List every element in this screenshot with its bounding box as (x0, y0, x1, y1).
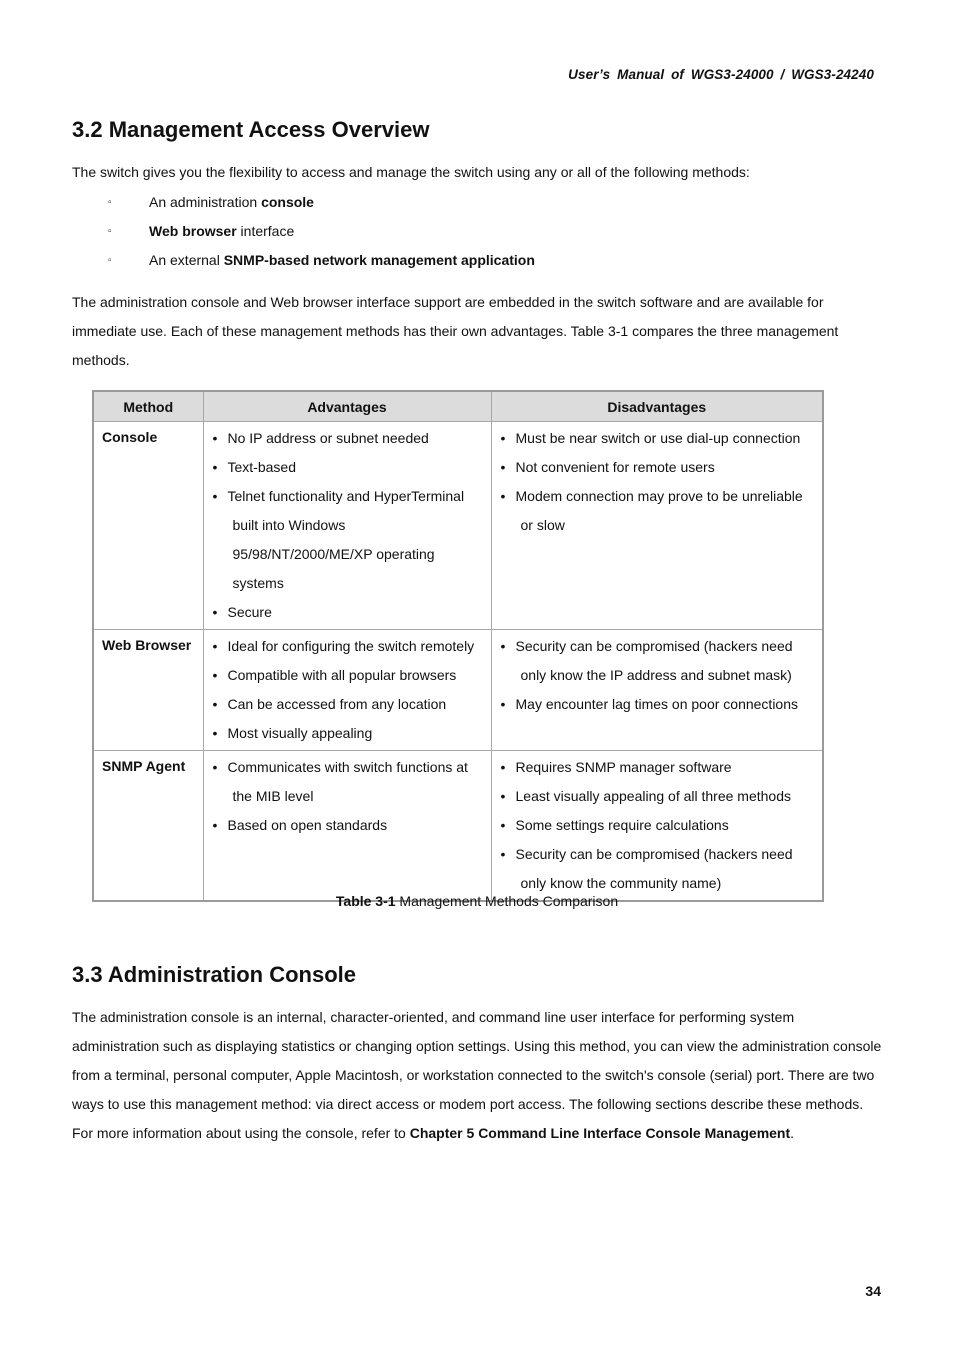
square-bullet-icon: ▫ (108, 255, 112, 266)
page-number: 34 (865, 1283, 881, 1299)
list-item-text: Web browser interface (149, 223, 295, 239)
bullet-continuation (213, 782, 485, 811)
bullet-item (213, 424, 485, 453)
comparison-table (92, 390, 824, 902)
bullet-item (213, 690, 485, 719)
disadvantages-cell (491, 422, 823, 630)
disadvantages-cell (491, 751, 823, 902)
advantages-cell (203, 751, 491, 902)
bullet-item (213, 811, 485, 840)
bullet-dot-icon: • (212, 638, 218, 654)
bullet-dot-icon: • (212, 759, 218, 775)
bullet-item (501, 632, 817, 661)
bullet-text: Communicates with switch functions at (227, 759, 468, 775)
bullet-dot-icon: • (212, 604, 218, 620)
bullet-item (501, 811, 817, 840)
bullet-text: Text-based (227, 459, 296, 475)
bullet-dot-icon: • (500, 846, 506, 862)
bullet-text: 95/98/NT/2000/ME/XP operating (232, 546, 435, 562)
bullet-text: or slow (520, 517, 565, 533)
bullet-dot-icon: • (212, 725, 218, 741)
bullet-dot-icon: • (500, 430, 506, 446)
bullet-text: Not convenient for remote users (515, 459, 715, 475)
section-title-administration-console: 3.3 Administration Console (72, 962, 357, 987)
list-item (108, 188, 535, 217)
bullet-item (213, 482, 485, 511)
bullet-dot-icon: • (500, 696, 506, 712)
table-header-row (93, 391, 823, 422)
bullet-item (213, 632, 485, 661)
bullet-text: May encounter lag times on poor connections (515, 696, 798, 712)
bullet-text: Must be near switch or use dial-up connection (515, 430, 801, 446)
list-item (108, 217, 535, 246)
list-item-text: An administration console (149, 194, 314, 210)
console-paragraph: The administration console is an internal, character-oriented, and command line user interface for performing system administration such as displaying statistics or changing option settings. Using this method, you can view the administration console from a terminal, personal computer, Apple Macintosh, or workstation connected to the switch's console (serial) port. There are two ways to use this management method: via direct access or modem port access. The following sections describe these methods. For more information about using the console, refer to Chapter 5 Command Line Interface Console Management. (72, 1009, 882, 1141)
bullet-text: No IP address or subnet needed (227, 430, 429, 446)
bullet-text: only know the community name) (520, 875, 722, 891)
bullet-text: Based on open standards (227, 817, 388, 833)
bullet-dot-icon: • (500, 459, 506, 475)
section-title-management-access: 3.2 Management Access Overview (72, 117, 430, 142)
bullet-text: Secure (227, 604, 272, 620)
bullet-text: Security can be compromised (hackers need (515, 846, 793, 862)
table-body (93, 422, 823, 902)
bullet-continuation (213, 540, 485, 569)
bullet-text: Compatible with all popular browsers (227, 667, 457, 683)
bullet-item (501, 482, 817, 511)
bullet-item (213, 719, 485, 748)
bullet-text: Most visually appealing (227, 725, 373, 741)
bullet-text: Can be accessed from any location (227, 696, 447, 712)
bullet-text: Security can be compromised (hackers need (515, 638, 793, 654)
bullet-continuation (213, 569, 485, 598)
running-header: User’s Manual of WGS3-24000 / WGS3-24240 (568, 67, 874, 82)
bullet-item (213, 598, 485, 627)
bullet-dot-icon: • (500, 817, 506, 833)
bullet-text: only know the IP address and subnet mask) (520, 667, 792, 683)
bullet-dot-icon: • (212, 459, 218, 475)
bullet-dot-icon: • (500, 759, 506, 775)
bullet-dot-icon: • (212, 817, 218, 833)
bullet-item (213, 661, 485, 690)
overview-paragraph: The administration console and Web browser interface support are embedded in the switch software and are available for immediate use. Each of these management methods has their own advantages. Table 3-1 compares the three management methods. (72, 294, 839, 368)
bullet-dot-icon: • (500, 488, 506, 504)
bullet-text: Modem connection may prove to be unreliable (515, 488, 803, 504)
square-bullet-icon: ▫ (108, 197, 112, 208)
column-header-advantages: Advantages (203, 391, 491, 422)
bullet-item (501, 453, 817, 482)
bullet-text: the MIB level (232, 788, 314, 804)
bullet-text: Some settings require calculations (515, 817, 729, 833)
list-item-text: An external SNMP-based network management application (149, 252, 535, 268)
bullet-continuation (501, 511, 817, 540)
bullet-continuation (213, 511, 485, 540)
table-row (93, 751, 823, 902)
table-caption: Table 3-1 Management Methods Comparison (335, 893, 619, 909)
bullet-dot-icon: • (212, 696, 218, 712)
methods-list (108, 188, 535, 275)
bullet-item (501, 690, 817, 719)
list-item (108, 246, 535, 275)
bullet-dot-icon: • (212, 430, 218, 446)
bullet-item (213, 453, 485, 482)
square-bullet-icon: ▫ (108, 226, 112, 237)
table-row (93, 422, 823, 630)
disadvantages-cell (491, 630, 823, 751)
bullet-text: Requires SNMP manager software (515, 759, 732, 775)
method-cell: Console (93, 422, 203, 630)
bullet-item (501, 782, 817, 811)
bullet-dot-icon: • (500, 788, 506, 804)
column-header-disadvantages: Disadvantages (491, 391, 823, 422)
bullet-item (501, 424, 817, 453)
intro-paragraph: The switch gives you the flexibility to access and manage the switch using any or all of the following methods: (72, 164, 750, 180)
bullet-continuation (501, 661, 817, 690)
bullet-item (501, 753, 817, 782)
bullet-item (213, 753, 485, 782)
bullet-item (501, 840, 817, 869)
advantages-cell (203, 422, 491, 630)
bullet-dot-icon: • (500, 638, 506, 654)
bullet-text: Telnet functionality and HyperTerminal (227, 488, 465, 504)
method-cell: SNMP Agent (93, 751, 203, 902)
column-header-method: Method (93, 391, 203, 422)
bullet-dot-icon: • (212, 488, 218, 504)
bullet-text: systems (232, 575, 284, 591)
bullet-text: Ideal for configuring the switch remotely (227, 638, 475, 654)
bullet-dot-icon: • (212, 667, 218, 683)
method-cell: Web Browser (93, 630, 203, 751)
advantages-cell (203, 630, 491, 751)
bullet-text: Least visually appealing of all three methods (515, 788, 792, 804)
table-row (93, 630, 823, 751)
bullet-text: built into Windows (232, 517, 346, 533)
